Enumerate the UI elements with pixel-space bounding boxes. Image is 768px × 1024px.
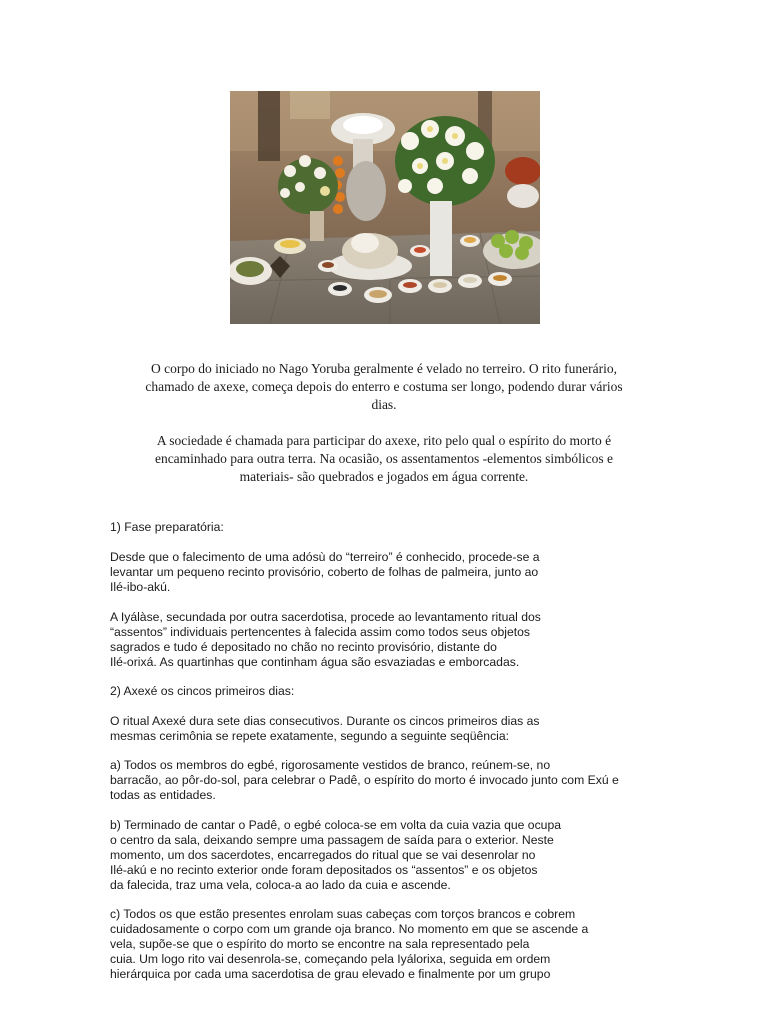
text-line: o centro da sala, deixando sempre uma passagem de saída para o exterior. Neste [110,833,554,847]
text-line: O ritual Axexé dura sete dias consecutivos. Durante os cincos primeiros dias as [110,714,540,728]
text-line: da falecida, traz uma vela, coloca-a ao lado da cuia e ascende. [110,878,451,892]
text-line: “assentos” individuais pertencentes à falecida assim como todos seus objetos [110,625,531,639]
text-line: hierárquica por cada uma sacerdotisa de grau elevado e finalmente por um grupo [110,967,551,981]
text-line: b) Terminado de cantar o Padê, o egbé coloca-se em volta da cuia vazia que ocupa [110,818,561,832]
text-line: A Iyálàse, secundada por outra sacerdotisa, procede ao levantamento ritual dos [110,610,541,624]
section-heading-axexe [110,684,670,699]
text-line: levantar um pequeno recinto provisório, coberto de folhas de palmeira, junto ao [110,565,539,579]
heading-text: 1) Fase preparatória: [110,520,224,534]
text-line: Ilé-akú e no recinto exterior onde foram depositados os “assentos” e os objetos [110,863,538,877]
ritual-altar-photo [230,91,540,324]
text-line: Desde que o falecimento de uma adósù do “terreiro” é conhecido, procede-se a [110,550,540,564]
text-line: cuia. Um logo rito vai desenrola-se, começando pela Iyálorixa, seguida em ordem [110,952,551,966]
list-item-a [110,758,670,803]
fase-paragraph-2 [110,610,670,670]
text-line: chamado de axexe, começa depois do enterro e costuma ser longo, podendo durar vários [145,379,623,394]
text-line: c) Todos os que estão presentes enrolam suas cabeças com torços brancos e cobrem [110,907,576,921]
intro-paragraph-2 [100,432,668,486]
heading-text: 2) Axexé os cincos primeiros dias: [110,684,295,698]
text-line: sagrados e tudo é depositado no chão no recinto provisório, distante do [110,640,497,654]
text-line: encaminhado para outra terra. Na ocasião, os assentamentos -elementos simbólicos e [154,451,614,466]
fase-paragraph-1 [110,550,670,595]
intro-paragraph-1 [100,360,668,414]
text-line: a) Todos os membros do egbé, rigorosamente vestidos de branco, reúnem-se, no [110,758,551,772]
list-item-b [110,818,670,893]
text-line: materiais- são quebrados e jogados em água corrente. [239,469,529,484]
list-item-c [110,907,670,982]
text-line: momento, um dos sacerdotes, encarregados do ritual que se vai desenrolar no [110,848,536,862]
axexe-paragraph [110,714,670,744]
text-line: cuidadosamente o corpo com um grande oja branco. No momento em que se ascende a [110,922,589,936]
text-line: todas as entidades. [110,788,216,802]
text-line: mesmas cerimônia se repete exatamente, segundo a seguinte seqüência: [110,729,510,743]
text-line: Ilé-ibo-akú. [110,580,171,594]
text-line: O corpo do iniciado no Nago Yoruba geralmente é velado no terreiro. O rito funerário, [151,361,617,376]
text-line: vela, supõe-se que o espírito do morto se encontre na sala representado pela [110,937,530,951]
text-line: A sociedade é chamada para participar do axexe, rito pelo qual o espírito do morto é [156,433,612,448]
text-line: barracão, ao pôr-do-sol, para celebrar o Padê, o espírito do morto é invocado junto com Exú e [110,773,619,787]
section-heading-fase-preparatoria [110,520,670,535]
text-line: Ilé-orixá. As quartinhas que continham água são esvaziadas e emborcadas. [110,655,520,669]
text-line: dias. [371,397,397,412]
